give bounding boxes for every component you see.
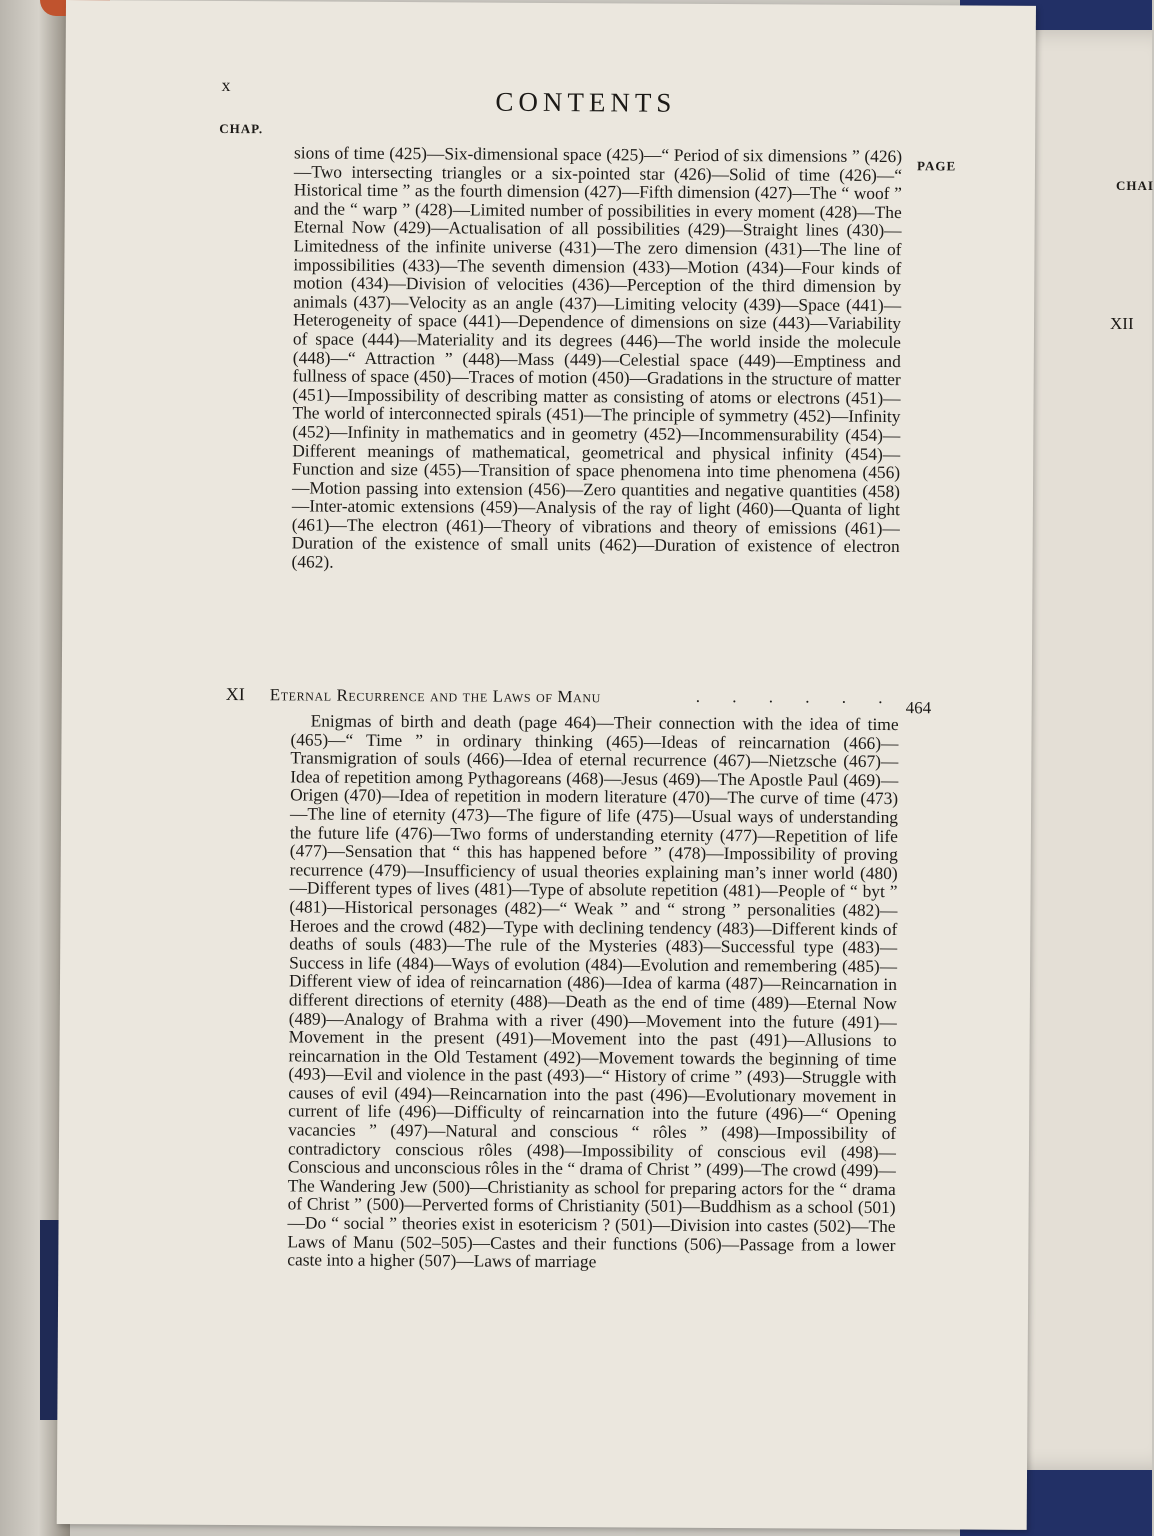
page-title: CONTENTS — [495, 86, 677, 118]
chapter-leader-dots: . . . . . . — [695, 686, 897, 708]
continued-chapter-summary: sions of time (425)—Six-dimensional space (425)—“ Period of six dimensions ” (426)—Two intersecting triangles or a six-pointed star (426)—Solid of time (426)—“ Historical time ” as the fourth dimension (427)—Fifth dimension (427)—The “ woof ” and the “ warp ” (428)—Limited number of possibilities in every moment (428)—The Eternal Now (429)—Actualisation of all possibilities (429)—Straight lines (430)—Limitedness of the infinite universe (431)—The zero dimension (431)—The line of impossibilities (433)—The seventh dimension (433)—Motion (434)—Four kinds of motion (434)—Division of velocities (436)—Perception of the third dimension by animals (437)—Velocity as an angle (437)—Limiting velocity (439)—Space (441)—Heterogeneity of space (441)—Dependence of dimensions on size (443)—Variability of space (444)—Materiality and its degrees (446)—The world inside the molecule (448)—“ Attraction ” (448)—Mass (449)—Celestial space (449)—Emptiness and fullness of space (450)—Traces of motion (450)—Gradations in the structure of matter (451)—Impossibility of describing matter as consisting of atoms or electrons (451)—The world of interconnected spirals (451)—The principle of symmetry (452)—Infinity (452)—Infinity in mathematics and in geometry (452)—Incommensurability (454)—Different meanings of mathematical, geometrical and physical infinity (454)—Function and size (455)—Transition of space phenomena into time phenomena (456)—Motion passing into extension (456)—Zero quantities and negative quantities (458)—Inter-atomic extensions (459)—Analysis of the ray of light (460)—Quanta of light (461)—The electron (461)—Theory of vibrations and theory of emissions (461)—Duration of the existence of small units (462)—Duration of existence of electron (462). — [291, 142, 903, 572]
facing-chapter-numeral: XII — [1110, 314, 1134, 333]
facing-chap-label: CHAI — [1116, 178, 1154, 193]
chapter-entry — [225, 683, 946, 718]
chap-column-label: CHAP. — [219, 120, 264, 137]
chapter-numeral: XI — [225, 683, 245, 705]
chapter-title: Eternal Recurrence and the Laws of Manu — [269, 685, 601, 707]
book-page — [57, 0, 1036, 1530]
chapter-summary: Enigmas of birth and death (page 464)—Their connection with the idea of time (465)—“ Time ” in ordinary thinking (465)—Ideas of reincarnation (466)—Transmigration of souls (466)—Idea of eternal recurrence (467)—Nietzsche (467)—Idea of repetition among Pythagoreans (468)—Jesus (469)—The Apostle Paul (469)—Origen (470)—Idea of repetition in modern literature (470)—The curve of time (473)—The line of eternity (473)—The figure of life (475)—Usual ways of understanding the future life (476)—Two forms of understanding eternity (477)—Repetition of life (477)—Sensation that “ this has happened before ” (478)—Impossibility of proving recurrence (479)—Insufficiency of usual theories explaining man’s inner world (480)—Different types of lives (481)—Type of absolute repetition (481)—People of “ byt ” (481)—Historical personages (482)—“ Weak ” and “ strong ” personalities (482)—Heroes and the crowd (482)—Type with declining tendency (483)—Different kinds of deaths of souls (483)—The rule of the Mysteries (483)—Successful type (483)—Success in life (484)—Ways of evolution (484)—Evolution and remembering (485)—Different view of idea of reincarnation (486)—Idea of karma (487)—Reincarnation in different directions of eternity (488)—Death as the end of time (489)—Eternal Now (489)—Analogy of Brahma with a river (490)—Movement into the future (491)—Movement in the present (491)—Movement into the past (491)—Allusions to reincarnation in the Old Testament (492)—Movement towards the beginning of time (493)—Evil and violence in the past (493)—“ History of crime ” (493)—Struggle with causes of evil (494)—Reincarnation into the past (496)—Evolutionary movement in current of life (496)—Difficulty of reincarnation into the future (496)—“ Opening vacancies ” (497)—Natural and conscious “ rôles ” (498)—Impossibility of contradictory conscious rôles (498)—Impossibility of conscious evil (498)—Conscious and unconscious rôles in the “ drama of Christ ” (499)—The crowd (499)—The Wandering Jew (500)—Christianity as school for preparing actors for the “ drama of Christ ” (500)—Perverted forms of Christianity (501)—Buddhism as a school (501)—Do “ social ” theories exist in esotericism ? (501)—Division into castes (502)—The Laws of Manu (502–505)—Castes and their functions (506)—Passage from a lower caste into a higher (507)—Laws of marriage — [287, 710, 899, 1272]
page-column-label: PAGE — [916, 158, 957, 174]
page-number: x — [221, 74, 232, 96]
chapter-page-number: 464 — [905, 698, 932, 718]
